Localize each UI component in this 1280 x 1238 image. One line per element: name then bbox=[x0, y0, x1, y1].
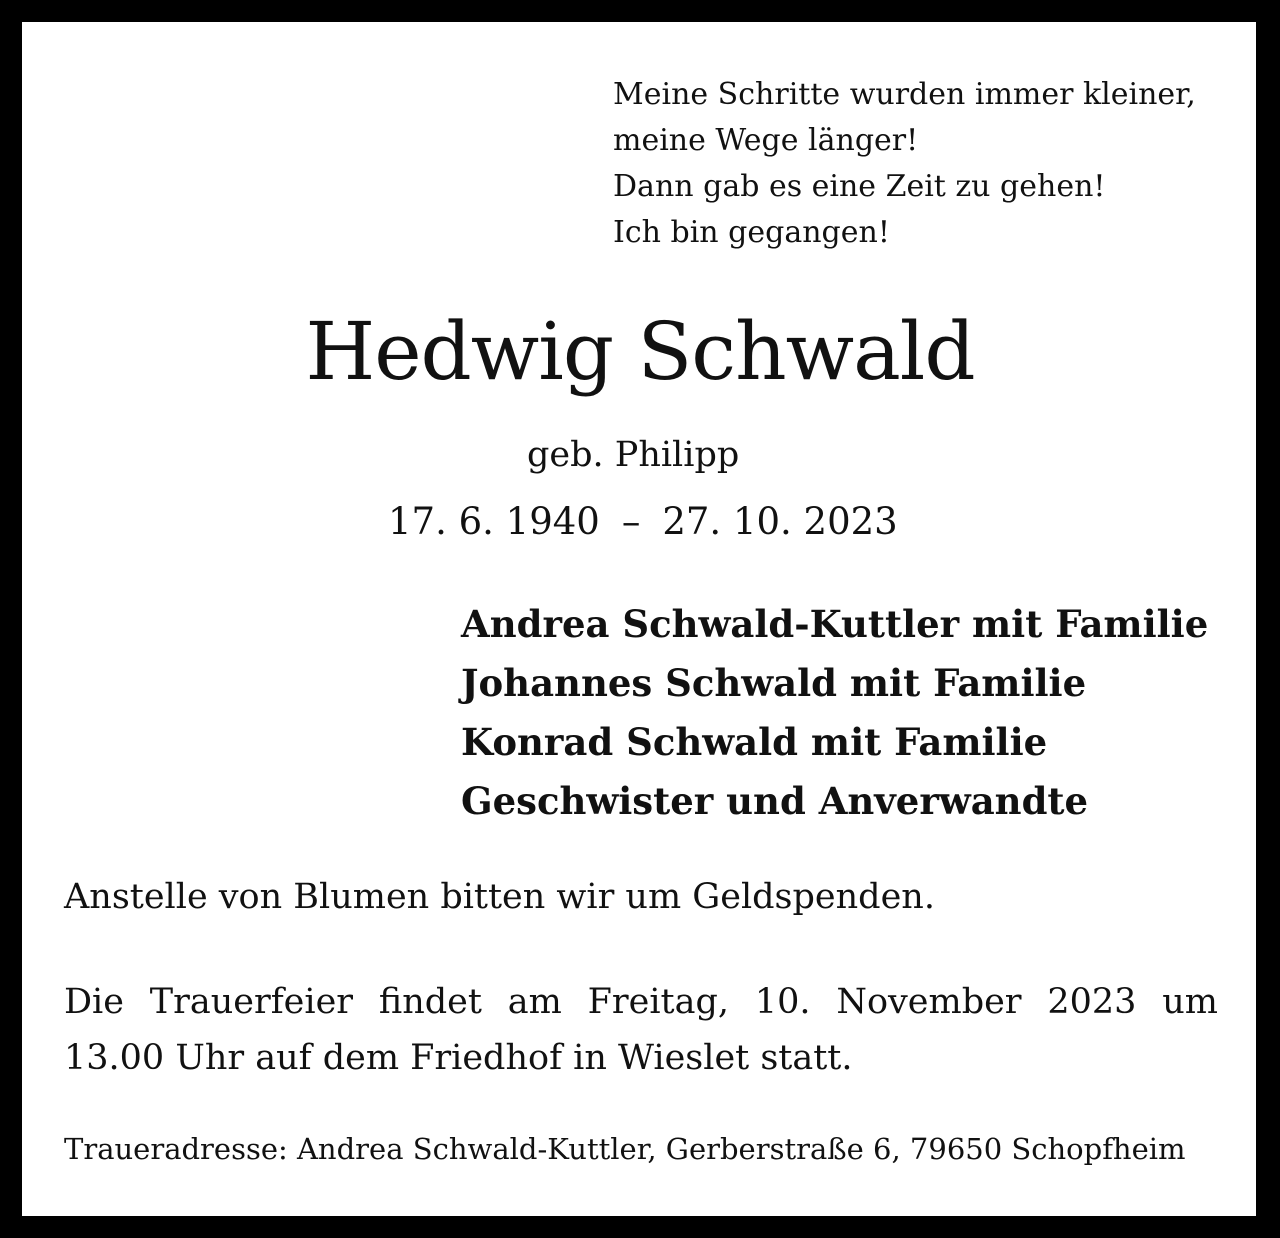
ceremony-note bbox=[64, 974, 1218, 1086]
poem-line: Ich bin gegangen! bbox=[613, 215, 890, 250]
mourner-line: Geschwister und Anverwandte bbox=[461, 779, 1089, 823]
obituary-notice bbox=[22, 22, 1256, 1216]
ceremony-line: 13.00 Uhr auf dem Friedhof in Wieslet statt. bbox=[64, 1038, 853, 1078]
maiden-name: geb. Philipp bbox=[527, 435, 740, 475]
poem-line: meine Wege länger! bbox=[613, 123, 919, 158]
date-separator: – bbox=[621, 500, 641, 543]
poem-line: Meine Schritte wurden immer kleiner, bbox=[613, 77, 1196, 112]
birth-date: 17. 6. 1940 bbox=[388, 500, 600, 543]
mourners-list bbox=[461, 595, 1208, 831]
poem-line: Dann gab es eine Zeit zu gehen! bbox=[613, 169, 1106, 204]
mourner-line: Johannes Schwald mit Familie bbox=[461, 661, 1087, 705]
deceased-name: Hedwig Schwald bbox=[305, 305, 975, 398]
mourner-line: Andrea Schwald-Kuttler mit Familie bbox=[461, 602, 1209, 646]
mourner-line: Konrad Schwald mit Familie bbox=[461, 720, 1048, 764]
donation-note: Anstelle von Blumen bitten wir um Geldspenden. bbox=[64, 877, 935, 917]
death-date: 27. 10. 2023 bbox=[662, 500, 898, 543]
ceremony-line: Die Trauerfeier findet am Freitag, 10. November 2023 um bbox=[64, 982, 1218, 1022]
mourning-address: Traueradresse: Andrea Schwald-Kuttler, Gerberstraße 6, 79650 Schopfheim bbox=[64, 1132, 1186, 1166]
poem bbox=[613, 72, 1196, 256]
life-dates bbox=[388, 497, 898, 547]
